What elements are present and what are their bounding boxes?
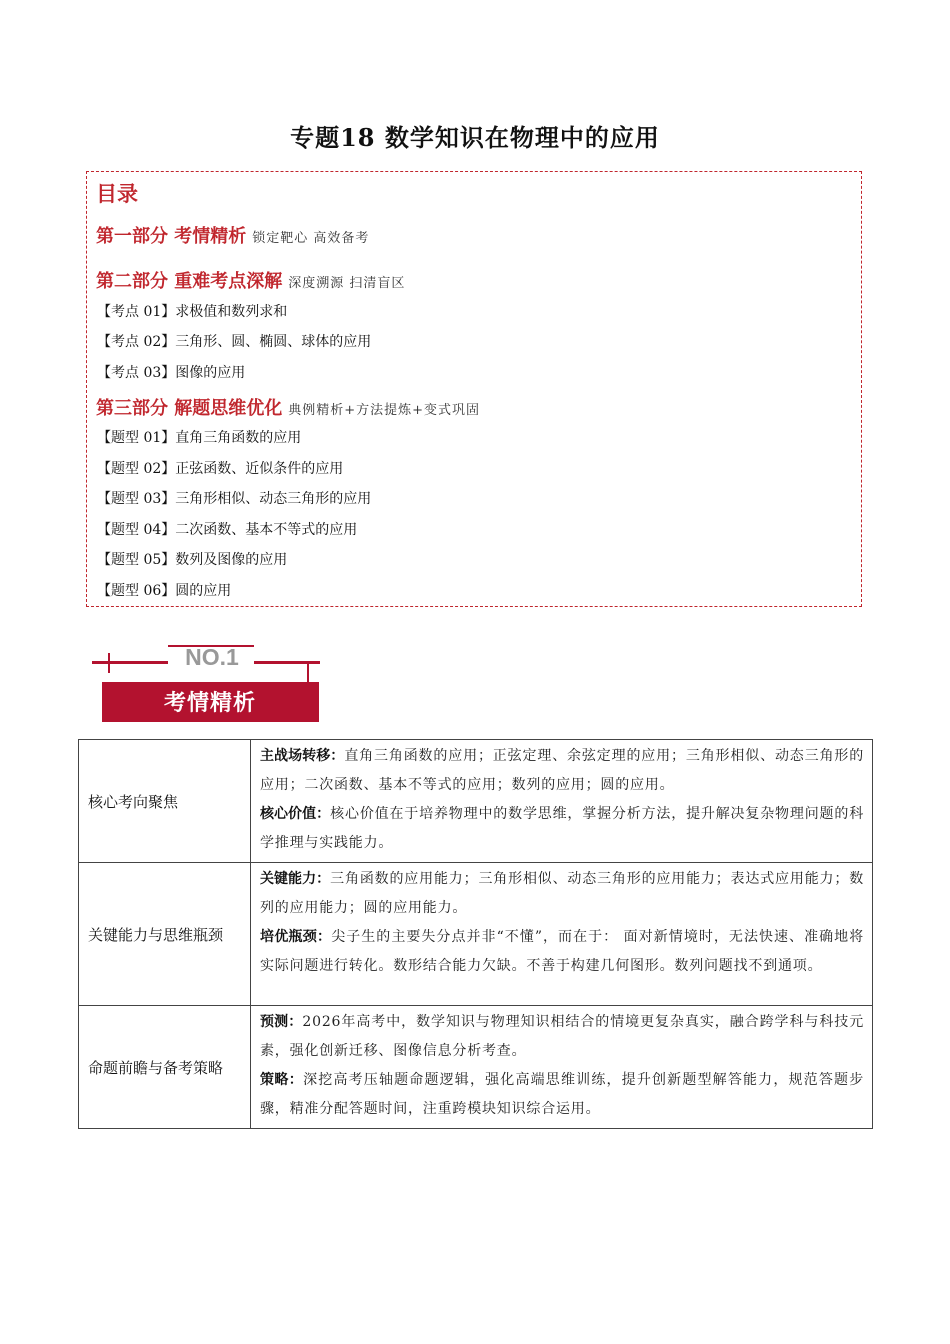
table-row xyxy=(79,1006,873,1129)
toc-type-item[interactable] xyxy=(97,488,371,508)
toc-type-tag: 【题型 01】 xyxy=(97,430,176,446)
toc-point-tag: 【考点 03】 xyxy=(97,365,176,381)
toc-type-text: 正弦函数、近似条件的应用 xyxy=(175,461,344,477)
table-row xyxy=(79,740,873,863)
toc-type-tag: 【题型 06】 xyxy=(97,583,176,599)
content-paragraph xyxy=(260,742,864,800)
toc-type-item[interactable] xyxy=(97,427,301,447)
toc-part-2[interactable] xyxy=(96,267,405,293)
toc-point-text: 三角形、圆、椭圆、球体的应用 xyxy=(175,334,372,350)
banner-label: 考情精析 xyxy=(163,691,256,716)
toc-point-text: 图像的应用 xyxy=(175,365,246,381)
toc-type-tag: 【题型 02】 xyxy=(97,461,176,477)
toc-part-3-title: 第三部分 解题思维优化 xyxy=(96,398,283,419)
toc-type-text: 直角三角函数的应用 xyxy=(175,430,302,446)
toc-point-tag: 【考点 01】 xyxy=(97,304,176,320)
toc-point-item[interactable] xyxy=(97,331,371,351)
row-header: 核心考向聚焦 xyxy=(79,740,251,863)
toc-type-item[interactable] xyxy=(97,580,231,600)
content-paragraph xyxy=(260,1066,864,1124)
content-paragraph xyxy=(260,865,864,923)
toc-type-text: 数列及图像的应用 xyxy=(175,552,288,568)
toc-part-2-subtitle: 深度溯源 扫清盲区 xyxy=(288,276,406,291)
paragraph-text: 三角函数的应用能力；三角形相似、动态三角形的应用能力；表达式应用能力；数列的应用能力；圆的应用能力。 xyxy=(260,871,864,916)
toc-type-item[interactable] xyxy=(97,519,357,539)
paragraph-text: 2026年高考中，数学知识与物理知识相结合的情境更复杂真实，融合跨学科与科技元素，强化创新迁移、图像信息分析考查。 xyxy=(260,1014,865,1059)
toc-point-item[interactable] xyxy=(97,301,287,321)
row-content xyxy=(251,740,873,863)
toc-part-3[interactable] xyxy=(96,394,480,420)
toc-part-3-subtitle: 典例精析+方法提炼+变式巩固 xyxy=(288,403,481,418)
row-header: 命题前瞻与备考策略 xyxy=(79,1006,251,1129)
section-banner xyxy=(92,640,332,726)
paragraph-text: 尖子生的主要失分点并非“不懂”，而在于： 面对新情境时，无法快速、准确地将实际问题进行转化。数形结合能力欠缺。不善于构建几何图形。数列问题找不到通项。 xyxy=(260,929,865,974)
paragraph-label: 核心价值： xyxy=(260,806,331,822)
content-paragraph xyxy=(260,923,864,981)
toc-part-2-title: 第二部分 重难考点深解 xyxy=(96,271,283,292)
banner-decor-line xyxy=(307,661,309,683)
banner-number: NO.1 xyxy=(185,644,239,670)
toc-type-item[interactable] xyxy=(97,458,343,478)
paragraph-text: 核心价值在于培养物理中的数学思维，掌握分析方法，提升解决复杂物理问题的科学推理与实践能力。 xyxy=(260,806,864,851)
toc-part-1-title: 第一部分 考情精析 xyxy=(96,226,247,247)
toc-type-tag: 【题型 03】 xyxy=(97,491,176,507)
toc-type-text: 二次函数、基本不等式的应用 xyxy=(175,522,358,538)
paragraph-label: 关键能力： xyxy=(260,871,331,887)
paragraph-label: 策略： xyxy=(260,1072,304,1088)
toc-type-item[interactable] xyxy=(97,549,287,569)
row-header: 关键能力与思维瓶颈 xyxy=(79,863,251,1006)
toc-type-tag: 【题型 04】 xyxy=(97,522,176,538)
toc-part-1[interactable] xyxy=(96,222,369,248)
paragraph-text: 深挖高考压轴题命题逻辑，强化高端思维训练，提升创新题型解答能力，规范答题步骤，精准分配答题时间，注重跨模块知识综合运用。 xyxy=(260,1072,864,1117)
paragraph-label: 培优瓶颈： xyxy=(260,929,332,945)
analysis-table xyxy=(78,739,873,1129)
row-content xyxy=(251,863,873,1006)
toc-type-tag: 【题型 05】 xyxy=(97,552,176,568)
paragraph-label: 主战场转移： xyxy=(260,748,345,764)
toc-point-tag: 【考点 02】 xyxy=(97,334,176,350)
table-row xyxy=(79,863,873,1006)
toc-part-1-subtitle: 锁定靶心 高效备考 xyxy=(252,231,370,246)
content-paragraph xyxy=(260,1008,864,1066)
table-of-contents xyxy=(86,171,862,607)
toc-type-text: 圆的应用 xyxy=(175,583,232,599)
paragraph-text: 直角三角函数的应用；正弦定理、余弦定理的应用；三角形相似、动态三角形的应用；二次函数、基本不等式的应用；数列的应用；圆的应用。 xyxy=(260,748,865,793)
toc-point-text: 求极值和数列求和 xyxy=(175,304,288,320)
toc-point-item[interactable] xyxy=(97,362,245,382)
toc-heading: 目录 xyxy=(96,182,138,206)
paragraph-label: 预测： xyxy=(260,1014,303,1030)
toc-type-text: 三角形相似、动态三角形的应用 xyxy=(175,491,372,507)
banner-decor-line xyxy=(108,653,110,673)
content-paragraph xyxy=(260,800,864,858)
document-title: 专题18 数学知识在物理中的应用 xyxy=(290,123,660,152)
row-content xyxy=(251,1006,873,1129)
